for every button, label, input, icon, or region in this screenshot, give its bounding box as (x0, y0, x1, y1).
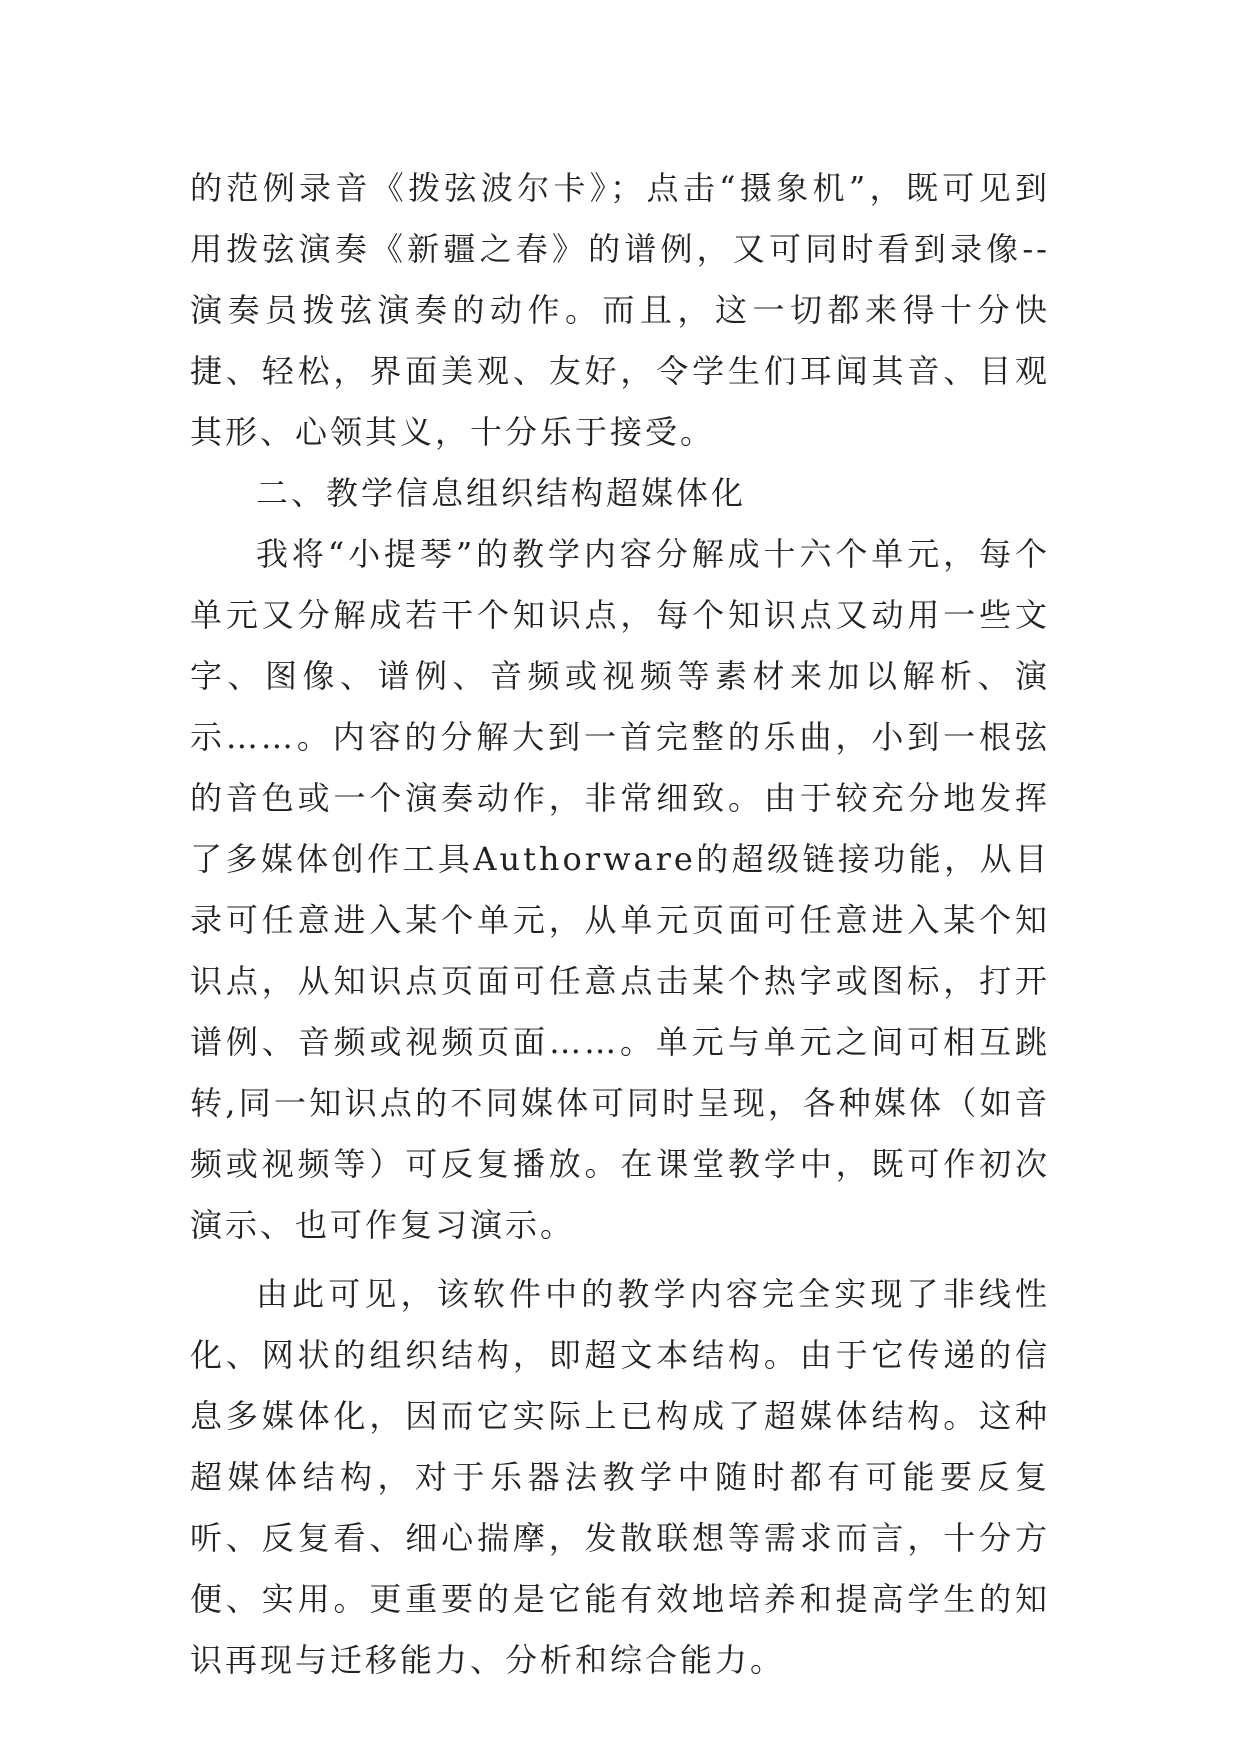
body-text (190, 158, 1050, 1691)
paragraph-conclusion: 由此可见，该软件中的教学内容完全实现了非线性化、网状的组织结构，即超文本结构。由于它传递的信息多媒体化，因而它实际上已构成了超媒体结构。这种超媒体结构，对于乐器法教学中随时都有可能要反复听、反复看、细心揣摩，发散联想等需求而言，十分方便、实用。更重要的是它能有效地培养和提高学生的知识再现与迁移能力、分析和综合能力。 (190, 1275, 1050, 1679)
paragraph-continued: 的范例录音《拨弦波尔卡》；点击“摄象机”，既可见到用拨弦演奏《新疆之春》的谱例，又可同时看到录像--演奏员拨弦演奏的动作。而且，这一切都来得十分快捷、轻松，界面美观、友好，令学生们耳闻其音、目观其形、心领其义，十分乐于接受。 (190, 169, 1050, 451)
section-heading: 二、教学信息组织结构超媒体化 (256, 474, 747, 512)
paragraph-teaching-content: 我将“小提琴”的教学内容分解成十六个单元，每个单元又分解成若干个知识点，每个知识点又动用一些文字、图像、谱例、音频或视频等素材来加以解析、演示……。内容的分解大到一首完整的乐曲，小到一根弦的音色或一个演奏动作，非常细致。由于较充分地发挥了多媒体创作工具Authorware的超级链接功能，从目录可任意进入某个单元，从单元页面可任意进入某个知识点，从知识点页面可任意点击某个热字或图标，打开谱例、音频或视频页面……。单元与单元之间可相互跳转,同一知识点的不同媒体可同时呈现，各种媒体（如音频或视频等）可反复播放。在课堂教学中，既可作初次演示、也可作复习演示。 (190, 535, 1050, 1244)
